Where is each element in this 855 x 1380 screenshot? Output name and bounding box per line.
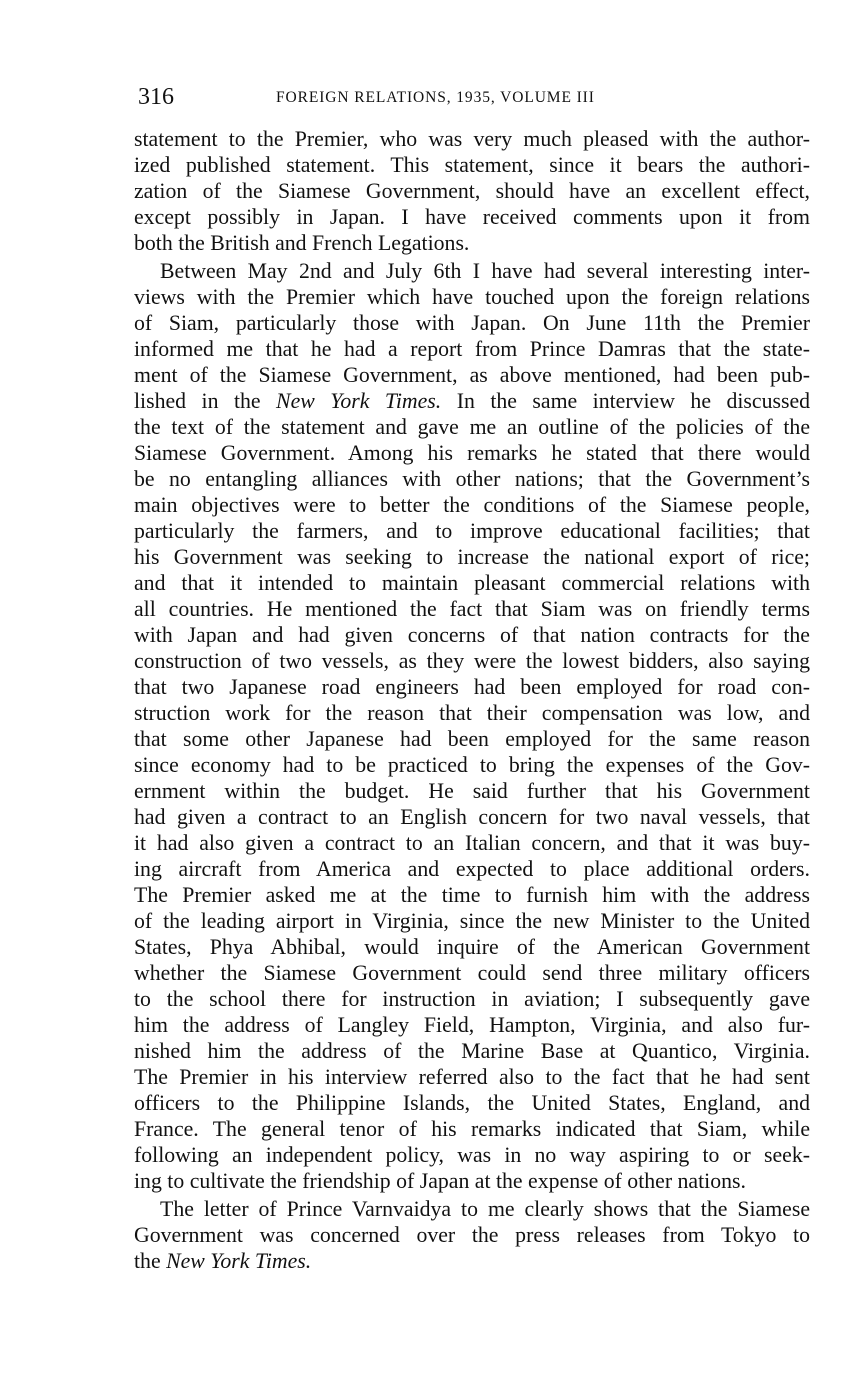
text-run: ing to cultivate the friendship of Japan at the expense of other nations. — [134, 1169, 746, 1193]
text-line — [134, 622, 810, 648]
text-line — [134, 830, 810, 856]
text-line — [134, 1248, 810, 1274]
text-run: following an independent policy, was in no way aspiring to or seek- — [134, 1143, 810, 1167]
paragraph — [134, 126, 810, 256]
text-line — [134, 856, 810, 882]
text-run: of Siam, particularly those with Japan. On June 11th the Premier — [134, 311, 810, 335]
text-run: The Premier asked me at the time to furnish him with the address — [134, 883, 810, 907]
text-line — [134, 596, 810, 622]
text-run: that two Japanese road engineers had been employed for road con- — [134, 675, 810, 699]
text-run: his Government was seeking to increase the national export of rice; — [134, 545, 810, 569]
text-run: whether the Siamese Government could send three military officers — [134, 961, 810, 985]
text-run: In the same interview he discussed — [441, 389, 811, 413]
text-run: France. The general tenor of his remarks indicated that Siam, while — [134, 1117, 810, 1141]
text-line — [134, 1222, 810, 1248]
text-run: both the British and French Legations. — [134, 231, 470, 255]
text-line — [134, 674, 810, 700]
text-line — [134, 700, 810, 726]
text-line — [134, 752, 810, 778]
body-text — [134, 126, 810, 1274]
text-run: zation of the Siamese Government, should have an excellent effect, — [134, 179, 810, 203]
text-line — [134, 986, 810, 1012]
text-run: Government was concerned over the press releases from Tokyo to — [134, 1223, 810, 1247]
text-line — [134, 362, 810, 388]
text-run: the — [134, 1249, 167, 1273]
text-run: views with the Premier which have touched upon the foreign relations — [134, 285, 810, 309]
text-line — [134, 908, 810, 934]
text-run: and that it intended to maintain pleasant commercial relations with — [134, 571, 810, 595]
text-run: statement to the Premier, who was very much pleased with the author- — [134, 127, 810, 151]
text-line — [134, 1064, 810, 1090]
text-line — [134, 310, 810, 336]
text-line — [134, 1168, 810, 1194]
italic-title: New York Times. — [166, 1249, 312, 1273]
text-line — [134, 726, 810, 752]
text-run: ing aircraft from America and expected to place additional orders. — [134, 857, 810, 881]
text-run: be no entangling alliances with other nations; that the Government’s — [134, 467, 810, 491]
text-run: particularly the farmers, and to improve educational facilities; that — [134, 519, 810, 543]
text-run: ized published statement. This statement, since it bears the authori- — [134, 153, 810, 177]
text-run: with Japan and had given concerns of that nation contracts for the — [134, 623, 810, 647]
text-run: it had also given a contract to an Italian concern, and that it was buy- — [134, 831, 810, 855]
text-line — [134, 1196, 810, 1222]
text-line — [134, 934, 810, 960]
text-run: States, Phya Abhibal, would inquire of the American Government — [134, 935, 810, 959]
text-line — [134, 960, 810, 986]
text-run: lished in the — [134, 389, 277, 413]
text-run: ernment within the budget. He said further that his Government — [134, 779, 810, 803]
text-run: The letter of Prince Varnvaidya to me clearly shows that the Siamese — [160, 1197, 810, 1221]
text-line — [134, 544, 810, 570]
text-run: all countries. He mentioned the fact that Siam was on friendly terms — [134, 597, 810, 621]
italic-title: New York Times. — [276, 389, 442, 413]
text-line — [134, 804, 810, 830]
text-run: The Premier in his interview referred also to the fact that he had sent — [134, 1065, 810, 1089]
text-line — [134, 1090, 810, 1116]
text-line — [134, 414, 810, 440]
text-line — [134, 1116, 810, 1142]
text-run: construction of two vessels, as they were the lowest bidders, also saying — [134, 649, 810, 673]
text-run: that some other Japanese had been employed for the same reason — [134, 727, 810, 751]
text-run: of the leading airport in Virginia, since the new Minister to the United — [134, 909, 810, 933]
text-run: except possibly in Japan. I have received comments upon it from — [134, 205, 810, 229]
text-line — [134, 466, 810, 492]
text-line — [134, 518, 810, 544]
text-run: Siamese Government. Among his remarks he stated that there would — [134, 441, 810, 465]
text-line — [134, 204, 810, 230]
paragraph — [134, 1196, 810, 1274]
text-run: Between May 2nd and July 6th I have had several interesting inter- — [160, 259, 810, 283]
text-line — [134, 570, 810, 596]
text-line — [134, 230, 810, 256]
text-line — [134, 336, 810, 362]
running-head: FOREIGN RELATIONS, 1935, VOLUME III — [276, 89, 595, 106]
page-header — [138, 82, 810, 112]
text-line — [134, 258, 810, 284]
text-line — [134, 284, 810, 310]
text-run: had given a contract to an English concern for two naval vessels, that — [134, 805, 810, 829]
text-run: informed me that he had a report from Prince Damras that the state- — [134, 337, 810, 361]
text-run: to the school there for instruction in aviation; I subsequently gave — [134, 987, 810, 1011]
text-run: nished him the address of the Marine Base at Quantico, Virginia. — [134, 1039, 810, 1063]
text-line — [134, 882, 810, 908]
text-line — [134, 648, 810, 674]
text-line — [134, 152, 810, 178]
text-run: him the address of Langley Field, Hampton, Virginia, and also fur- — [134, 1013, 810, 1037]
text-line — [134, 126, 810, 152]
text-run: ment of the Siamese Government, as above mentioned, had been pub- — [134, 363, 810, 387]
text-run: struction work for the reason that their compensation was low, and — [134, 701, 810, 725]
text-run: since economy had to be practiced to bring the expenses of the Gov- — [134, 753, 810, 777]
text-line — [134, 778, 810, 804]
paragraph — [134, 258, 810, 1194]
text-line — [134, 388, 810, 414]
page-number: 316 — [138, 84, 174, 110]
text-line — [134, 1038, 810, 1064]
text-line — [134, 1012, 810, 1038]
text-run: officers to the Philippine Islands, the United States, England, and — [134, 1091, 810, 1115]
text-line — [134, 440, 810, 466]
text-run: main objectives were to better the conditions of the Siamese people, — [134, 493, 810, 517]
text-line — [134, 178, 810, 204]
text-run: the text of the statement and gave me an outline of the policies of the — [134, 415, 810, 439]
text-line — [134, 1142, 810, 1168]
text-line — [134, 492, 810, 518]
